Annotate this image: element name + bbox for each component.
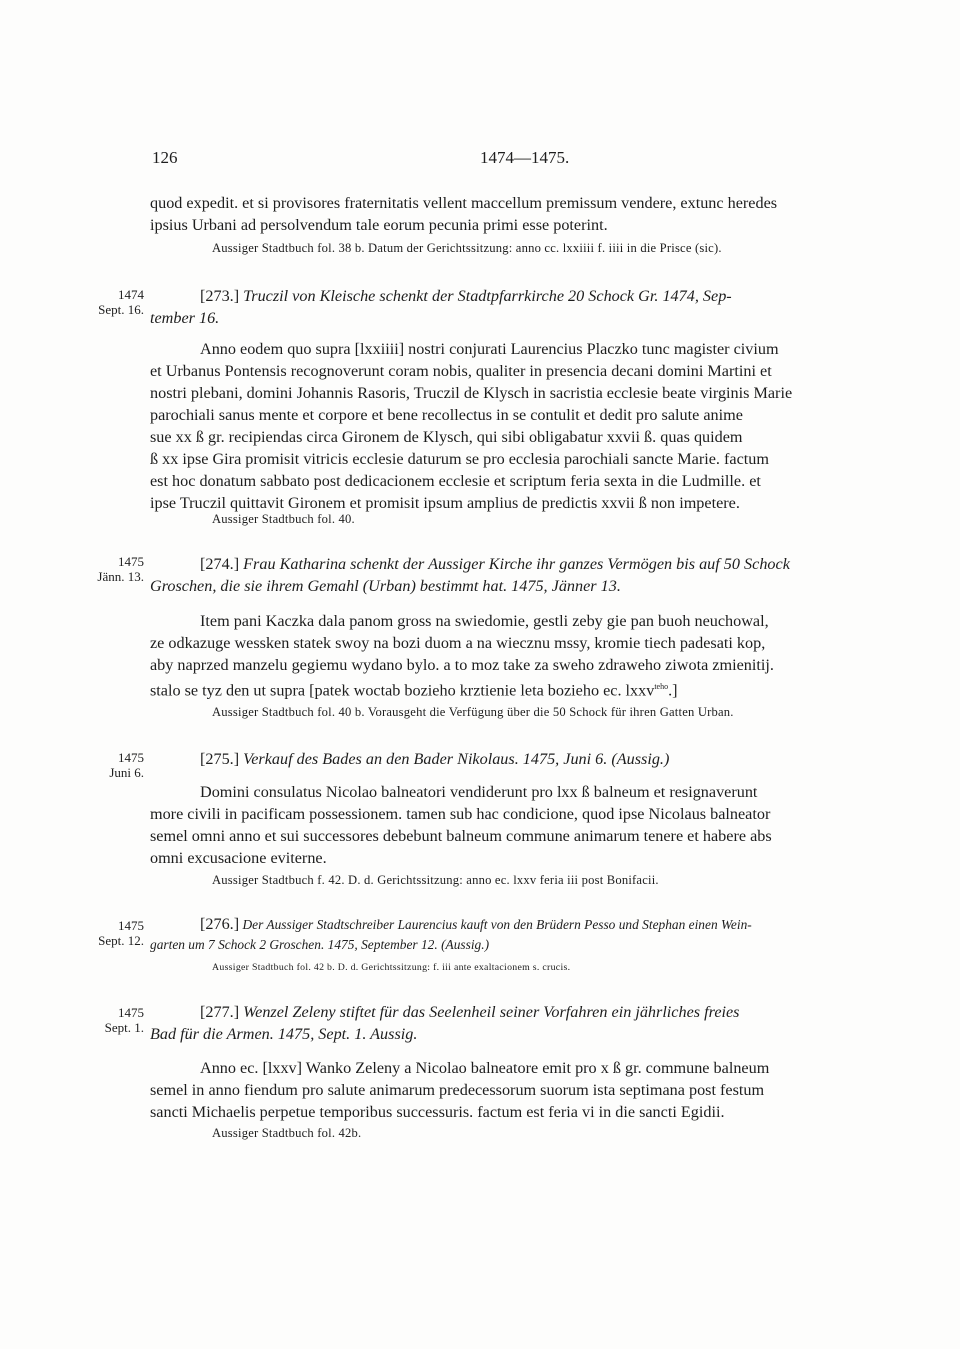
text-line: Item pani Kaczka dala panom gross na swiedomie, gestli zeby gie pan buoh neuchowal, (200, 612, 769, 630)
margin-date: 1475 Juni 6. (109, 750, 144, 780)
text-line: nostri plebani, domini Johannis Rasoris, Truczil de Klysch in sacristia ecclesie beate virginis Marie (150, 384, 793, 402)
entry-heading: [273.] Truczil von Kleische schenkt der Stadtpfarrkirche 20 Schock Gr. 1474, Sep- tember 16. (150, 287, 732, 327)
text-line: omni excusacione eviterne. (150, 849, 327, 867)
text-line: sue xx ß gr. recipiendas circa Gironem de Klysch, qui sibi obligabatur xxvii ß. quas quidem (150, 428, 743, 446)
entry-text (150, 781, 880, 869)
source-note: Aussiger Stadtbuch fol. 42b. (212, 1126, 362, 1140)
text-line: quod expedit. et si provisores fraternitatis vellent maccellum premissum vendere, extunc heredes (150, 194, 778, 212)
entry-text (150, 338, 880, 514)
text-line: sancti Michaelis perpetue temporibus successuris. factum est feria vi in die sancti Egidii. (150, 1103, 725, 1121)
text-line: aby naprzed manzelu gegiemu wydano bylo. a to moz take za sweho zdraweho ziwota zmienitij. (150, 656, 774, 674)
entry-text (150, 610, 880, 701)
text-line: stalo se tyz den ut supra [patek woctab bozieho krztienie leta bozieho ec. lxxv$^{teho}$.] (150, 681, 678, 700)
entry-heading: [276.] Der Aussiger Stadtschreiber Laurencius kauft von den Brüdern Pesso und Stephan einen Wein- garten um 7 Schock 2 Groschen. 1475, September 12. (Aussig.) (150, 915, 752, 952)
margin-date: 1475 Sept. 12. (98, 918, 144, 948)
entry-number: [273.] (200, 287, 240, 305)
running-title: 1474—1475. (480, 148, 570, 167)
entry-number: [274.] (200, 555, 240, 573)
entry-heading: [275.] Verkauf des Bades an den Bader Nikolaus. 1475, Juni 6. (Aussig.) (200, 750, 670, 768)
text-line: ß xx ipse Gira promisit vitricis ecclesie daturum se pro ecclesia parochiali sancte Marie. factum (150, 450, 769, 468)
text-line: ipsius Urbani ad persolvendum tale eorum pecunia primi esse poterint. (150, 216, 608, 234)
source-note: Aussiger Stadtbuch fol. 40. (212, 512, 355, 526)
text-line: et Urbanus Pontensis recognoverunt coram nobis, qualiter in presencia decani domini Martini et (150, 362, 772, 380)
source-note: Aussiger Stadtbuch fol. 38 b. Datum der Gerichtssitzung: anno cc. lxxiiii f. iiii in die Prisce (sic). (212, 241, 722, 255)
entry-heading: [274.] Frau Katharina schenkt der Aussiger Kirche ihr ganzes Vermögen bis auf 50 Schock Groschen, die sie ihrem Gemahl (Urban) bestimmt hat. 1475, Jänner 13. (150, 555, 790, 595)
margin-date: 1475 Sept. 1. (104, 1005, 144, 1035)
source-note: Aussiger Stadtbuch f. 42. D. d. Gerichtssitzung: anno ec. lxxv feria iii post Bonifacii. (212, 873, 659, 887)
page-number: 126 (152, 148, 178, 167)
margin-date: 1474 Sept. 16. (98, 287, 144, 317)
source-note: Aussiger Stadtbuch fol. 42 b. D. d. Gerichtssitzung: f. iii ante exaltacionem s. crucis. (212, 962, 571, 973)
margin-date: 1475 Jänn. 13. (97, 554, 144, 584)
entry-number: [276.] (200, 915, 240, 933)
text-line: Domini consulatus Nicolao balneatori vendiderunt pro lxx ß balneum et resignaverunt (200, 783, 758, 801)
intro-text (150, 192, 880, 236)
text-line: ipse Truczil quittavit Gironem et promisit ipsum amplius de predictis xxvii ß non impetere. (150, 494, 740, 512)
entry-number: [275.] (200, 750, 240, 768)
entry-number: [277.] (200, 1003, 240, 1021)
entry-text (150, 1057, 880, 1123)
text-line: est hoc donatum sabbato post dedicacionem ecclesie et scriptum feria sexta in die Ludmille. et (150, 472, 761, 490)
source-note: Aussiger Stadtbuch fol. 40 b. Vorausgeht die Verfügung über die 50 Schock für ihren Gatten Urban. (212, 705, 734, 719)
text-line: Anno eodem quo supra [lxxiiii] nostri conjurati Laurencius Placzko tunc magister civium (200, 340, 779, 358)
text-line: parochiali sanus mente et corpore et bene recollectus in se contulit et dedit pro salute anime (150, 406, 743, 424)
text-line: ze odkazuge wessken statek swoy na bozi duom a na wiecznu mssy, kromie tiech padesati kop, (150, 634, 766, 652)
entry-heading: [277.] Wenzel Zeleny stiftet für das Seelenheil seiner Vorfahren ein jährliches freies Bad für die Armen. 1475, Sept. 1. Aussig. (150, 1003, 740, 1043)
text-line: Anno ec. [lxxv] Wanko Zeleny a Nicolao balneatore emit pro x ß gr. commune balneum (200, 1059, 770, 1077)
text-line: semel in anno fiendum pro salute animarum predecessorum suorum ista septimana post festum (150, 1081, 765, 1099)
text-line: more civili in pacificam possessionem. tamen sub hac condicione, quod ipse Nicolaus balneator (150, 805, 771, 823)
text-line: semel omni anno et sui successores debebunt balneum commune animarum tenere et habere abs (150, 827, 772, 845)
